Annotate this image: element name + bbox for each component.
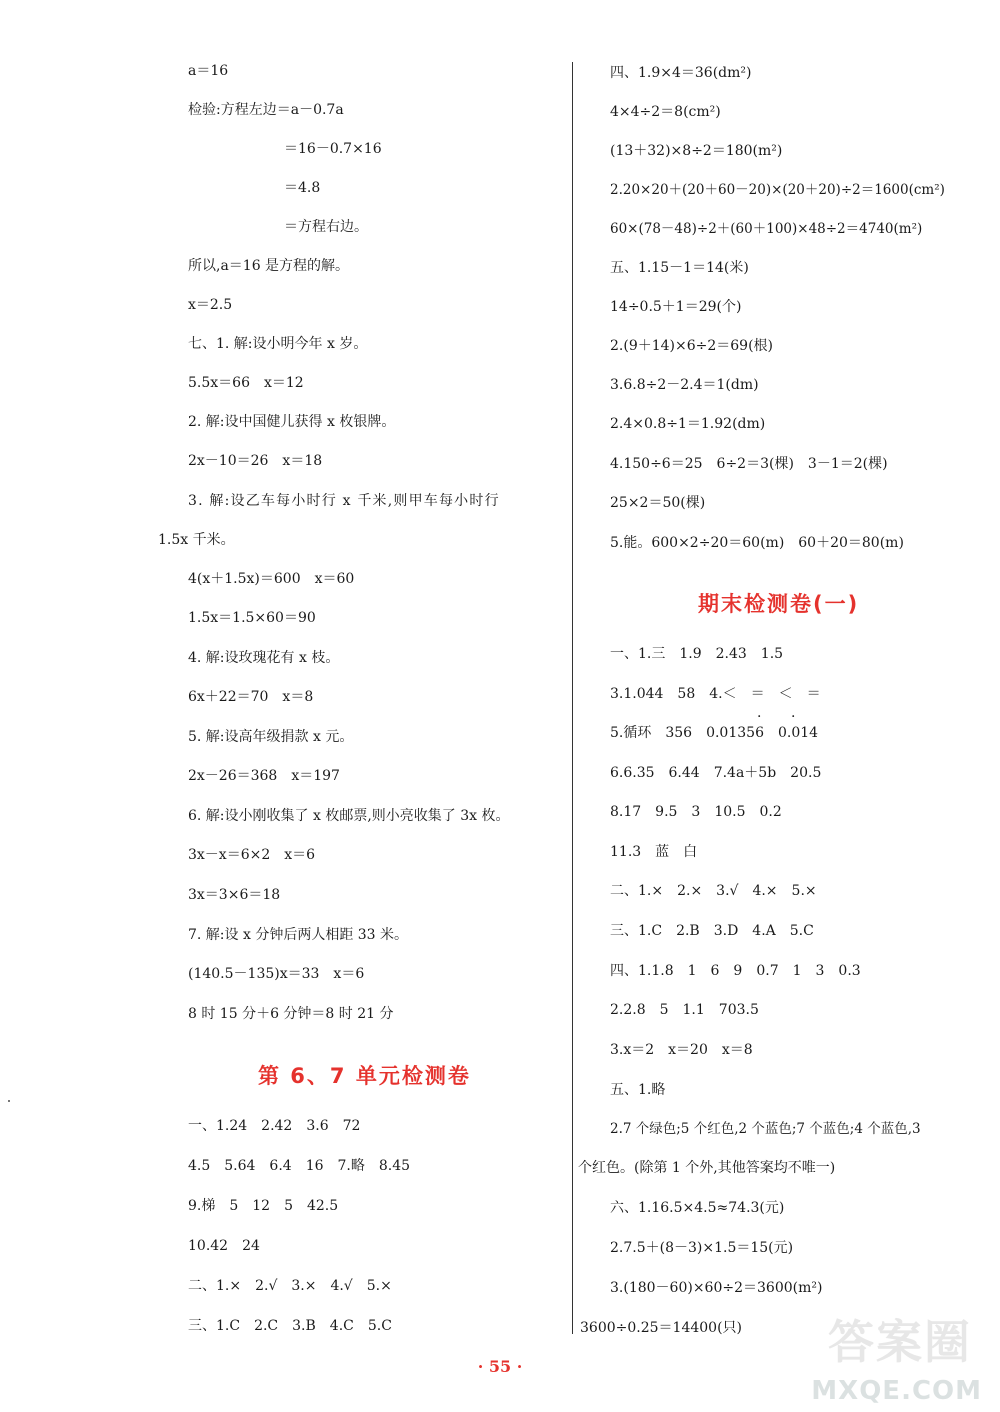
repeating-decimal-dot: · bbox=[791, 709, 796, 725]
text-line: 3.x＝2 x＝20 x＝8 bbox=[610, 1042, 753, 1058]
watermark bbox=[782, 1306, 982, 1406]
text-line: 11.3 蓝 白 bbox=[610, 844, 698, 860]
text-line: 6. 解:设小刚收集了 x 枚邮票,则小亮收集了 3x 枚。 bbox=[188, 808, 510, 824]
text-line: 五、1.15－1＝14(米) bbox=[610, 260, 749, 276]
margin-mark bbox=[8, 1100, 10, 1102]
text-line: 8.17 9.5 3 10.5 0.2 bbox=[610, 804, 782, 820]
text-line: 5. 解:设高年级捐款 x 元。 bbox=[188, 729, 354, 745]
text-line: 一、1.24 2.42 3.6 72 bbox=[188, 1118, 361, 1134]
text-line: 3x－x＝6×2 x＝6 bbox=[188, 847, 316, 863]
repeating-decimal-dot: · bbox=[757, 709, 762, 725]
text-line: 7. 解:设 x 分钟后两人相距 33 米。 bbox=[188, 927, 409, 943]
text-line: 3.(180－60)×60÷2＝3600(m²) bbox=[610, 1280, 823, 1296]
text-line: 5.循环 356 0.01356 0.014 bbox=[610, 725, 819, 741]
text-line: 3.1.044 58 4.＜ ＝ ＜ ＝ bbox=[610, 686, 821, 702]
text-line: 个红色。(除第 1 个外,其他答案均不唯一) bbox=[578, 1160, 836, 1176]
text-line: 一、1.三 1.9 2.43 1.5 bbox=[610, 646, 784, 662]
text-line: 六、1.16.5×4.5≈74.3(元) bbox=[610, 1200, 785, 1216]
text-line: 七、1. 解:设小明今年 x 岁。 bbox=[188, 336, 368, 352]
text-line: 四、1.9×4＝36(dm²) bbox=[610, 65, 752, 81]
text-line: (140.5－135)x＝33 x＝6 bbox=[188, 966, 365, 982]
column-divider bbox=[572, 62, 573, 1334]
text-line: (13＋32)×8÷2＝180(m²) bbox=[610, 143, 783, 159]
text-line: 3.6.8÷2－2.4＝1(dm) bbox=[610, 377, 759, 393]
text-line: 4.5 5.64 6.4 16 7.略 8.45 bbox=[188, 1158, 411, 1174]
text-line: 3. 解:设乙车每小时行 x 千米,则甲车每小时行 bbox=[188, 493, 500, 509]
text-line: ＝16－0.7×16 bbox=[284, 141, 382, 157]
text-line: 60×(78－48)÷2＋(60＋100)×48÷2＝4740(m²) bbox=[610, 221, 923, 237]
text-line: 1.5x＝1.5×60＝90 bbox=[188, 610, 316, 626]
text-line: ＝方程右边。 bbox=[284, 219, 368, 235]
text-line: 2.(9＋14)×6÷2＝69(根) bbox=[610, 338, 774, 354]
text-line: 三、1.C 2.C 3.B 4.C 5.C bbox=[188, 1318, 392, 1334]
text-line: 5.5x＝66 x＝12 bbox=[188, 375, 304, 391]
watermark-logo: 答案圈 bbox=[828, 1315, 972, 1369]
text-line: 2.7.5＋(8－3)×1.5＝15(元) bbox=[610, 1240, 794, 1256]
text-line: 8 时 15 分＋6 分钟＝8 时 21 分 bbox=[188, 1006, 394, 1022]
text-line: 10.42 24 bbox=[188, 1238, 260, 1254]
page-number: · 55 · bbox=[477, 1357, 523, 1376]
text-line: 4. 解:设玫瑰花有 x 枝。 bbox=[188, 650, 340, 666]
text-line: 二、1.× 2.× 3.√ 4.× 5.× bbox=[610, 883, 817, 899]
text-line: 1.5x 千米。 bbox=[158, 532, 235, 548]
text-line: 2x－10＝26 x＝18 bbox=[188, 453, 323, 469]
text-line: 二、1.× 2.√ 3.× 4.√ 5.× bbox=[188, 1278, 392, 1294]
section-heading: 第 6、7 单元检测卷 bbox=[258, 1064, 471, 1088]
text-line: 2.7 个绿色;5 个红色,2 个蓝色;7 个蓝色;4 个蓝色,3 bbox=[610, 1121, 921, 1137]
text-line: 2.4×0.8÷1＝1.92(dm) bbox=[610, 416, 766, 432]
watermark-text: MXQE.COM bbox=[811, 1376, 982, 1406]
text-line: 五、1.略 bbox=[610, 1082, 666, 1098]
text-line: ＝4.8 bbox=[284, 180, 321, 196]
text-line: x＝2.5 bbox=[188, 297, 233, 313]
text-line: 四、1.1.8 1 6 9 0.7 1 3 0.3 bbox=[610, 963, 861, 979]
text-line: 3x＝3×6＝18 bbox=[188, 887, 281, 903]
text-line: 2x－26＝368 x＝197 bbox=[188, 768, 340, 784]
text-line: 3600÷0.25＝14400(只) bbox=[580, 1320, 742, 1336]
text-line: 6x＋22＝70 x＝8 bbox=[188, 689, 314, 705]
text-line: a＝16 bbox=[188, 63, 229, 79]
text-line: 9.梯 5 12 5 42.5 bbox=[188, 1198, 339, 1214]
text-line: 2. 解:设中国健儿获得 x 枚银牌。 bbox=[188, 414, 396, 430]
text-line: 6.6.35 6.44 7.4a＋5b 20.5 bbox=[610, 765, 822, 781]
text-line: 4×4÷2＝8(cm²) bbox=[610, 104, 721, 120]
text-line: 25×2＝50(棵) bbox=[610, 495, 706, 511]
text-line: 4.150÷6＝25 6÷2＝3(棵) 3－1＝2(棵) bbox=[610, 456, 888, 472]
section-heading: 期末检测卷(一) bbox=[698, 592, 860, 616]
text-line: 2.2.8 5 1.1 703.5 bbox=[610, 1002, 759, 1018]
text-line: 14÷0.5＋1＝29(个) bbox=[610, 299, 742, 315]
text-line: 2.20×20＋(20＋60－20)×(20＋20)÷2＝1600(cm²) bbox=[610, 182, 945, 198]
text-line: 所以,a＝16 是方程的解。 bbox=[188, 258, 350, 274]
text-line: 三、1.C 2.B 3.D 4.A 5.C bbox=[610, 923, 814, 939]
text-line: 5.能。600×2÷20＝60(m) 60＋20＝80(m) bbox=[610, 535, 904, 551]
text-line: 4(x＋1.5x)＝600 x＝60 bbox=[188, 571, 355, 587]
text-line: 检验:方程左边＝a－0.7a bbox=[188, 102, 344, 118]
